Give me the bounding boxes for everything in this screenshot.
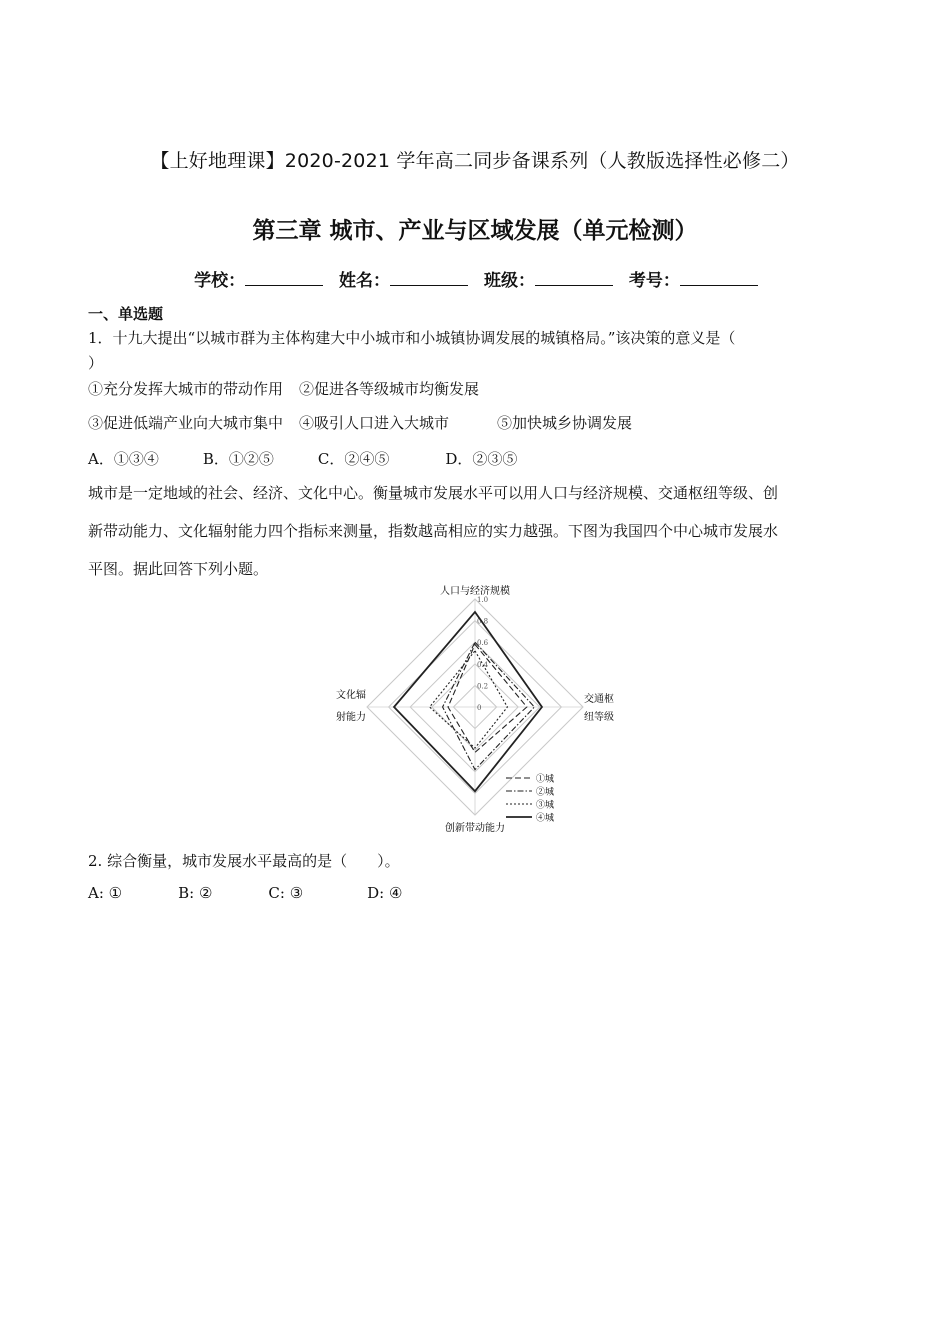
exam-number-label: 考号： xyxy=(628,271,680,291)
q2-option-a[interactable]: A: ① xyxy=(88,884,123,902)
radar-chart xyxy=(320,580,630,840)
radar-ring-label-4: 0.8 xyxy=(477,617,489,626)
q1-option-a[interactable]: A．①③④ xyxy=(88,450,159,468)
axis-label-right-1: 交通枢 xyxy=(584,694,614,705)
radar-ring-label-3: 0.6 xyxy=(477,639,489,648)
series-title: 【上好地理课】2020-2021 学年高二同步备课系列（人教版选择性必修二） xyxy=(150,150,800,172)
school-label: 学校： xyxy=(194,271,246,291)
q1-option-d[interactable]: D．②③⑤ xyxy=(445,450,518,468)
q2-stem: 2. 综合衡量，城市发展水平最高的是（ ）。 xyxy=(88,852,400,870)
chapter-title: 第三章 城市、产业与区域发展（单元检测） xyxy=(252,218,698,244)
q2-option-c[interactable]: C: ③ xyxy=(268,884,304,902)
q1-item-3: ③促进低端产业向大城市集中 xyxy=(88,414,284,432)
student-info-line xyxy=(0,266,950,291)
intro-line-1: 城市是一定地域的社会、经济、文化中心。衡量城市发展水平可以用人口与经济规模、交通枢纽等级、创 xyxy=(88,484,779,502)
q1-items-row2 xyxy=(88,412,632,433)
radar-ring-label-1: 0.2 xyxy=(477,682,489,691)
q1-stem-line2: ） xyxy=(88,354,104,372)
radar-ring-label-5: 1.0 xyxy=(477,596,489,604)
name-blank[interactable] xyxy=(390,271,468,286)
axis-label-left-1: 文化辐 xyxy=(336,690,366,701)
section-title: 一、单选题 xyxy=(88,305,164,323)
q1-item-1: ①充分发挥大城市的带动作用 xyxy=(88,380,284,398)
q1-item-5: ⑤加快城乡协调发展 xyxy=(497,414,633,432)
q2-option-d[interactable]: D: ④ xyxy=(367,884,403,902)
q1-stem-line1: 1．十九大提出“以城市群为主体构建大中小城市和小城镇协调发展的城镇格局。”该决策的意义是（ xyxy=(88,329,736,347)
legend-label-4: ④城 xyxy=(536,813,555,824)
q2-options xyxy=(88,884,402,902)
name-label: 姓名： xyxy=(339,271,391,291)
legend-label-1: ①城 xyxy=(536,774,555,785)
q1-option-b[interactable]: B．①②⑤ xyxy=(202,450,274,468)
intro-paragraph xyxy=(88,474,868,588)
q1-item-4: ④吸引人口进入大城市 xyxy=(299,414,450,432)
q1-item-2: ②促进各等级城市均衡发展 xyxy=(299,380,480,398)
class-blank[interactable] xyxy=(535,271,613,286)
intro-line-3: 平图。据此回答下列小题。 xyxy=(88,560,269,578)
q1-items-row1 xyxy=(88,378,479,399)
radar-legend xyxy=(506,773,554,824)
axis-label-right-2: 纽等级 xyxy=(584,712,614,723)
axis-label-top: 人口与经济规模 xyxy=(440,586,510,597)
radar-ring-label-2: 0.4 xyxy=(477,660,489,669)
radar-chart-svg xyxy=(320,580,630,840)
q1-options xyxy=(88,448,517,469)
school-blank[interactable] xyxy=(245,271,323,286)
q1-option-c[interactable]: C．②④⑤ xyxy=(317,450,390,468)
radar-ring-label-0: 0 xyxy=(477,704,482,712)
axis-label-left-2: 射能力 xyxy=(336,712,366,723)
axis-label-bottom: 创新带动能力 xyxy=(445,823,505,834)
q2-option-b[interactable]: B: ② xyxy=(178,884,213,902)
class-label: 班级： xyxy=(483,271,535,291)
legend-label-2: ②城 xyxy=(536,787,555,798)
exam-number-blank[interactable] xyxy=(680,271,758,286)
intro-line-2: 新带动能力、文化辐射能力四个指标来测量，指数越高相应的实力越强。下图为我国四个中心城市发展水 xyxy=(88,522,779,540)
legend-label-3: ③城 xyxy=(536,800,555,811)
